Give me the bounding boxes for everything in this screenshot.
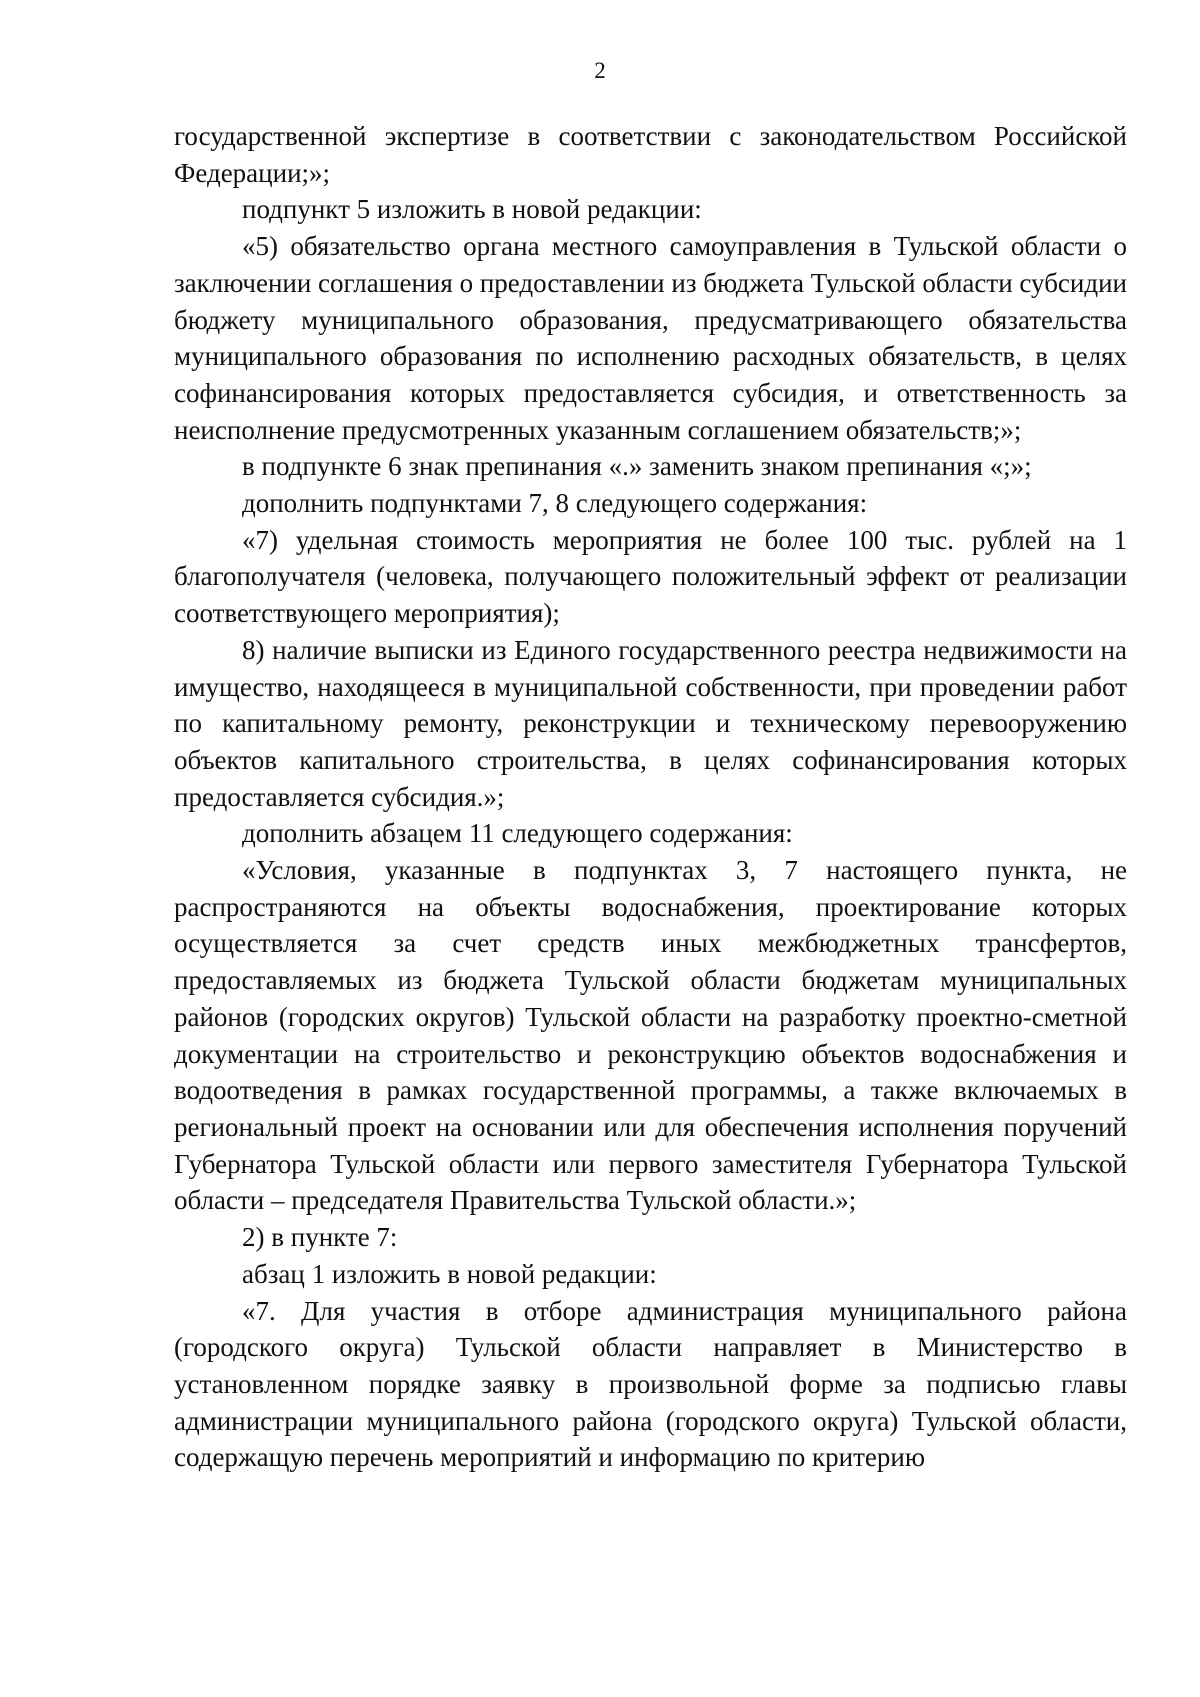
- paragraph-clause-1-instruction: абзац 1 изложить в новой редакции:: [242, 1258, 657, 1289]
- paragraph-clause-11-text: «Условия, указанные в подпунктах 3, 7 настоящего пункта, не распространяются на объекты водоснабжения, проектирование которых осуществляется за счет средств иных межбюджетных трансфертов, предоставляемых из бюджета Тульской области бюджетам муниципальных районов (городских округов) Тульской области на разработку проектно-сметной документации на строительство и реконструкцию объектов водоснабжения и водоотведения в рамках государственной программы, а также включаемых в региональный проект на основании или для обеспечения исполнения поручений Губернатора Тульской области или первого заместителя Губернатора Тульской области – председателя Правительства Тульской области.»;: [174, 855, 1127, 1216]
- paragraph-continuation: государственной экспертизе в соответствии с законодательством Российской Федерации;»;: [174, 121, 1127, 188]
- paragraph-add-subitems-instruction: дополнить подпунктами 7, 8 следующего содержания:: [242, 488, 868, 519]
- paragraph-item-2-heading: 2) в пункте 7:: [242, 1222, 398, 1253]
- page-number: 2: [594, 58, 606, 83]
- paragraph-subitem-8-text: 8) наличие выписки из Единого государственного реестра недвижимости на имущество, находящееся в муниципальной собственности, при проведении работ по капитальному ремонту, реконструкции и техническому перевооружению объектов капитального строительства, в целях софинансирования которых предоставляется субсидия.»;: [174, 634, 1127, 812]
- paragraph-item-7-text: «7. Для участия в отборе администрация муниципального района (городского округа) Тульской области направляет в Министерство в установленном порядке заявку в произвольной форме за подписью главы администрации муниципального района (городского округа) Тульской области, содержащую перечень мероприятий и информацию по критерию: [174, 1295, 1127, 1473]
- paragraph-subitem-5-instruction: подпункт 5 изложить в новой редакции:: [242, 194, 702, 225]
- paragraph-subitem-7-text: «7) удельная стоимость мероприятия не более 100 тыс. рублей на 1 благополучателя (человека, получающего положительный эффект от реализации соответствующего мероприятия);: [174, 524, 1127, 629]
- document-body: [174, 118, 1127, 1476]
- paragraph-subitem-5-text: «5) обязательство органа местного самоуправления в Тульской области о заключении соглашения о предоставлении из бюджета Тульской области субсидии бюджету муниципального образования, предусматривающего обязательства муниципального образования по исполнению расходных обязательств, в целях софинансирования которых предоставляется субсидия, и ответственность за неисполнение предусмотренных указанным соглашением обязательств;»;: [174, 231, 1127, 445]
- paragraph-subitem-6-instruction: в подпункте 6 знак препинания «.» заменить знаком препинания «;»;: [242, 451, 1032, 482]
- paragraph-add-clause-11-instruction: дополнить абзацем 11 следующего содержания:: [242, 818, 793, 849]
